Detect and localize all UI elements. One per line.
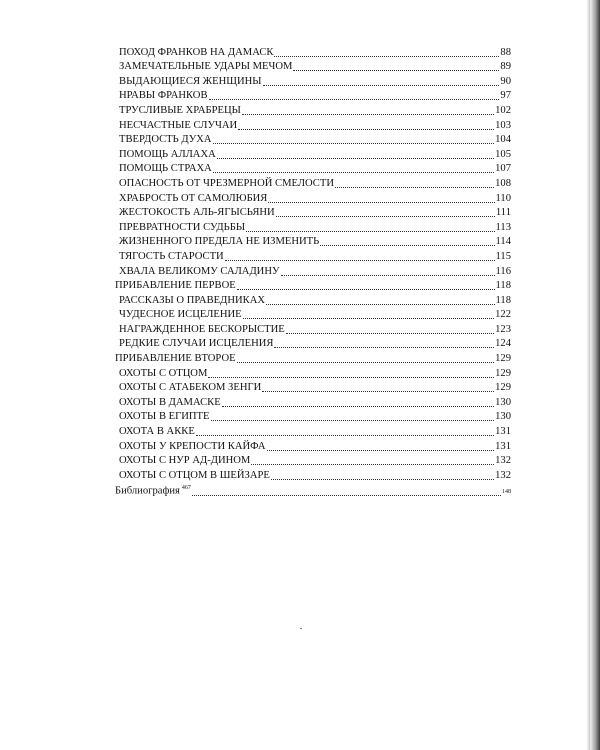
toc-entry-leader bbox=[237, 289, 495, 290]
toc-entry-superscript: 467 bbox=[181, 485, 191, 492]
toc-entry-title: ОПАСНОСТЬ ОТ ЧРЕЗМЕРНОЙ СМЕЛОСТИ bbox=[119, 177, 334, 189]
toc-entry-leader bbox=[208, 377, 494, 378]
toc-entry-leader bbox=[217, 158, 494, 159]
toc-entry-page: 118 bbox=[495, 294, 511, 306]
toc-entry-title: ТРУСЛИВЫЕ ХРАБРЕЦЫ bbox=[119, 104, 241, 116]
toc-entry[interactable] bbox=[115, 248, 511, 263]
toc-entry-leader bbox=[276, 216, 495, 217]
toc-entry-page: 88 bbox=[500, 46, 511, 58]
toc-entry[interactable] bbox=[115, 234, 511, 249]
toc-entry-page: 124 bbox=[495, 338, 511, 350]
toc-entry[interactable] bbox=[115, 467, 511, 482]
toc-entry-leader bbox=[263, 85, 500, 86]
toc-entry[interactable] bbox=[115, 409, 511, 424]
toc-entry[interactable] bbox=[115, 365, 511, 380]
toc-entry[interactable] bbox=[115, 73, 511, 88]
toc-entry-leader bbox=[211, 420, 495, 421]
toc-entry-title: ХРАБРОСТЬ ОТ САМОЛЮБИЯ bbox=[119, 192, 268, 204]
toc-entry-title: НАГРАЖДЕННОЕ БЕСКОРЫСТИЕ bbox=[119, 323, 285, 335]
toc-entry[interactable] bbox=[115, 336, 511, 351]
toc-entry-bibliography[interactable] bbox=[115, 482, 511, 498]
toc-entry[interactable] bbox=[115, 219, 511, 234]
toc-entry-page: 113 bbox=[495, 221, 511, 233]
toc-entry[interactable] bbox=[115, 44, 511, 59]
toc-entry-title: РЕДКИЕ СЛУЧАИ ИСЦЕЛЕНИЯ bbox=[119, 338, 274, 350]
toc-entry-leader bbox=[243, 318, 494, 319]
toc-entry-page: 114 bbox=[495, 236, 511, 248]
toc-entry-page: 107 bbox=[495, 163, 511, 175]
toc-entry-title: ОХОТЫ С ОТЦОМ В ШЕЙЗАРЕ bbox=[119, 469, 270, 481]
toc-entry-leader bbox=[293, 70, 499, 71]
toc-entry-leader bbox=[238, 129, 494, 130]
toc-entry[interactable] bbox=[115, 88, 511, 103]
toc-entry-page: 105 bbox=[495, 148, 511, 160]
toc-entry-leader bbox=[237, 362, 495, 363]
toc-entry-page: 122 bbox=[495, 309, 511, 321]
toc-entry-page: 129 bbox=[495, 367, 511, 379]
toc-entry-page: 118 bbox=[495, 280, 511, 292]
toc-entry-page: 130 bbox=[495, 396, 511, 408]
toc-entry-title: ТЯГОСТЬ СТАРОСТИ bbox=[119, 250, 224, 262]
toc-entry-page: 130 bbox=[495, 411, 511, 423]
toc-entry-page: 116 bbox=[495, 265, 511, 277]
table-of-contents bbox=[115, 44, 511, 498]
toc-entry-leader bbox=[262, 391, 494, 392]
toc-entry-page: 115 bbox=[495, 250, 511, 262]
toc-entry-leader bbox=[196, 435, 494, 436]
toc-entry-leader bbox=[251, 464, 494, 465]
page-edge-line bbox=[587, 0, 590, 750]
toc-entry-leader bbox=[192, 495, 501, 496]
toc-entry-title: ОХОТА В АККЕ bbox=[119, 426, 195, 438]
toc-entry-page: 129 bbox=[495, 382, 511, 394]
toc-entry[interactable] bbox=[115, 438, 511, 453]
toc-entry-page: 131 bbox=[495, 426, 511, 438]
toc-entry-title: ОХОТЫ С ОТЦОМ bbox=[119, 367, 208, 379]
toc-entry[interactable] bbox=[115, 263, 511, 278]
toc-entry-page: 103 bbox=[495, 119, 511, 131]
toc-entry-page: 90 bbox=[500, 75, 511, 87]
toc-entry-leader bbox=[274, 56, 499, 57]
toc-entry-leader bbox=[222, 406, 494, 407]
toc-entry[interactable] bbox=[115, 307, 511, 322]
toc-entry-title: НРАВЫ ФРАНКОВ bbox=[119, 90, 208, 102]
toc-entry[interactable] bbox=[115, 394, 511, 409]
toc-entry-leader bbox=[274, 347, 494, 348]
toc-entry[interactable] bbox=[115, 117, 511, 132]
toc-entry-title: ВЫДАЮЩИЕСЯ ЖЕНЩИНЫ bbox=[119, 75, 262, 87]
toc-entry-title: ЗАМЕЧАТЕЛЬНЫЕ УДАРЫ МЕЧОМ bbox=[119, 61, 293, 73]
toc-entry-leader bbox=[209, 99, 500, 100]
toc-entry-leader bbox=[281, 275, 495, 276]
toc-entry-title: Библиография $^{467}$ bbox=[115, 485, 191, 497]
toc-entry[interactable] bbox=[115, 161, 511, 176]
toc-entry-title: ПРИБАВЛЕНИЕ ПЕРВОЕ bbox=[115, 280, 236, 292]
toc-entry-page: 102 bbox=[495, 104, 511, 116]
toc-entry[interactable] bbox=[115, 102, 511, 117]
toc-entry-leader bbox=[268, 202, 494, 203]
toc-entry-page: 110 bbox=[495, 192, 511, 204]
toc-entry[interactable] bbox=[115, 278, 511, 293]
toc-entry[interactable] bbox=[115, 380, 511, 395]
toc-entry-page: 148 bbox=[502, 488, 511, 495]
toc-entry[interactable] bbox=[115, 190, 511, 205]
toc-entry-title: ПРЕВРАТНОСТИ СУДЬБЫ bbox=[119, 221, 246, 233]
toc-entry-leader bbox=[213, 143, 495, 144]
toc-entry[interactable] bbox=[115, 292, 511, 307]
toc-entry-title: ОХОТЫ С НУР АД-ДИНОМ bbox=[119, 455, 251, 467]
toc-entry-leader bbox=[225, 260, 495, 261]
toc-entry[interactable] bbox=[115, 59, 511, 74]
toc-entry-leader bbox=[320, 245, 494, 246]
toc-entry-page: 108 bbox=[495, 177, 511, 189]
toc-entry-page: 132 bbox=[495, 469, 511, 481]
toc-entry-title: ПОМОЩЬ СТРАХА bbox=[119, 163, 212, 175]
toc-entry-title: ПОХОД ФРАНКОВ НА ДАМАСК bbox=[119, 46, 274, 58]
toc-entry[interactable] bbox=[115, 423, 511, 438]
toc-entry-title: ЖИЗНЕННОГО ПРЕДЕЛА НЕ ИЗМЕНИТЬ bbox=[119, 236, 320, 248]
toc-entry[interactable] bbox=[115, 350, 511, 365]
toc-entry-title: ЖЕСТОКОСТЬ АЛЬ-ЯГЫСЬЯНИ bbox=[119, 207, 275, 219]
toc-entry-title: ПОМОЩЬ АЛЛАХА bbox=[119, 148, 216, 160]
toc-entry-leader bbox=[246, 231, 494, 232]
toc-entry[interactable] bbox=[115, 453, 511, 468]
toc-entry[interactable] bbox=[115, 175, 511, 190]
toc-entry-leader bbox=[266, 304, 494, 305]
toc-entry-leader bbox=[242, 114, 494, 115]
toc-entry-title: ОХОТЫ В ЕГИПТЕ bbox=[119, 411, 210, 423]
toc-entry-leader bbox=[335, 187, 494, 188]
toc-entry-title: ХВАЛА ВЕЛИКОМУ САЛАДИНУ bbox=[119, 265, 280, 277]
toc-entry-page: 131 bbox=[495, 440, 511, 452]
toc-entry-page: 132 bbox=[495, 455, 511, 467]
toc-entry[interactable] bbox=[115, 321, 511, 336]
toc-entry-title: ПРИБАВЛЕНИЕ ВТОРОЕ bbox=[115, 353, 236, 365]
toc-entry-title: РАССКАЗЫ О ПРАВЕДНИКАХ bbox=[119, 294, 266, 306]
toc-entry-title: ЧУДЕСНОЕ ИСЦЕЛЕНИЕ bbox=[119, 309, 242, 321]
toc-entry-title: ОХОТЫ У КРЕПОСТИ КАЙФА bbox=[119, 440, 266, 452]
toc-entry-title: ОХОТЫ С АТАБЕКОМ ЗЕНГИ bbox=[119, 382, 262, 394]
toc-entry[interactable] bbox=[115, 205, 511, 220]
toc-entry-title: ТВЕРДОСТЬ ДУХА bbox=[119, 134, 212, 146]
toc-entry-page: 129 bbox=[495, 353, 511, 365]
toc-entry-page: 89 bbox=[500, 61, 511, 73]
toc-entry-page: 123 bbox=[495, 323, 511, 335]
toc-entry[interactable] bbox=[115, 132, 511, 147]
scan-speck bbox=[300, 628, 302, 629]
toc-entry-title: ОХОТЫ В ДАМАСКЕ bbox=[119, 396, 221, 408]
toc-entry-page: 111 bbox=[495, 207, 511, 219]
toc-entry-leader bbox=[286, 333, 494, 334]
toc-entry-page: 104 bbox=[495, 134, 511, 146]
toc-entry-leader bbox=[213, 172, 494, 173]
toc-entry-leader bbox=[267, 450, 495, 451]
toc-entry-title: НЕСЧАСТНЫЕ СЛУЧАИ bbox=[119, 119, 238, 131]
toc-entry-page: 97 bbox=[500, 90, 511, 102]
toc-entry[interactable] bbox=[115, 146, 511, 161]
toc-entry-leader bbox=[271, 479, 494, 480]
